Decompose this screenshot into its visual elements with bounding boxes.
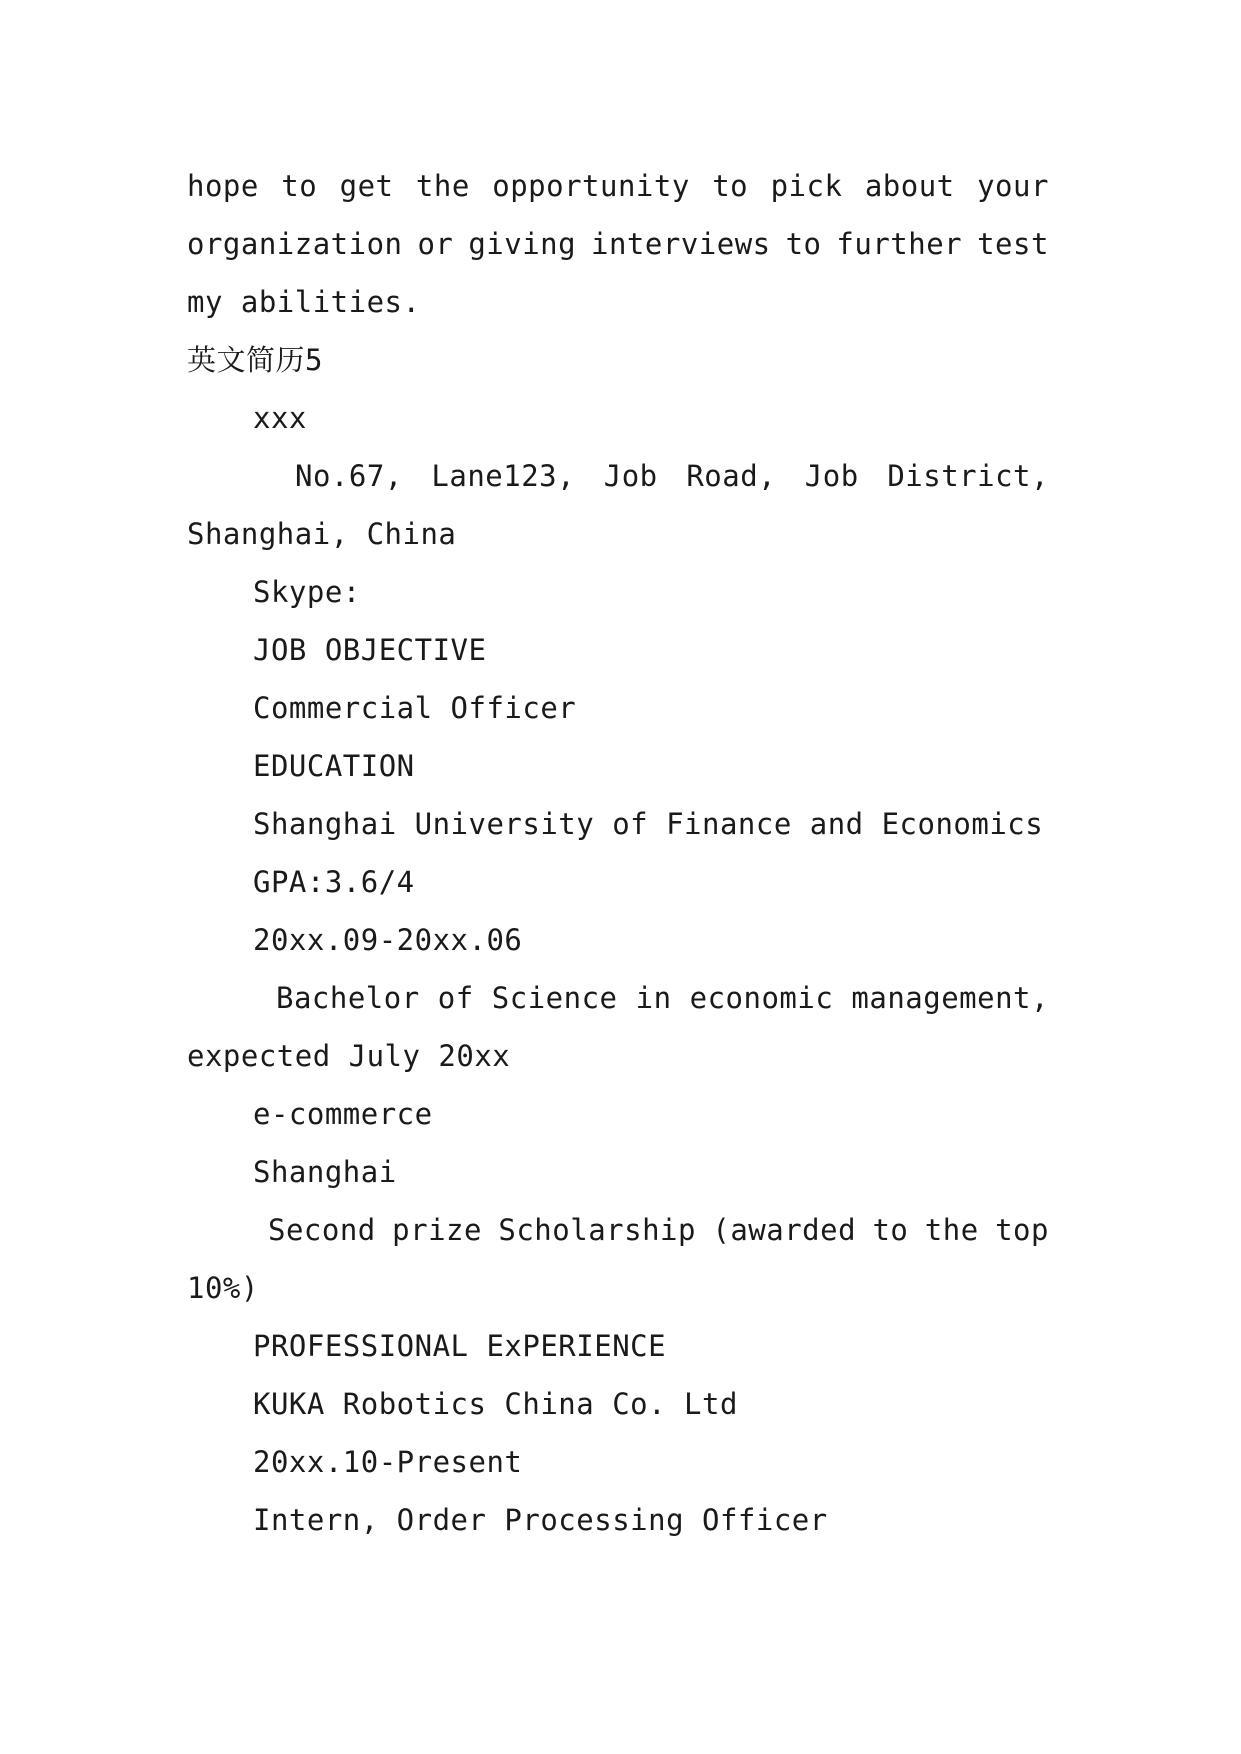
scholarship-line-1 (268, 1210, 1049, 1250)
university: Shanghai University of Finance and Economics (253, 807, 1044, 841)
word: pick (770, 169, 843, 203)
word: top (995, 1213, 1049, 1247)
position: Intern, Order Processing Officer (253, 1503, 828, 1537)
address-line-1 (295, 456, 1049, 496)
word: test (977, 227, 1049, 261)
company: KUKA Robotics China Co. Ltd (253, 1387, 738, 1421)
word: or (417, 227, 454, 261)
word: No.67, (295, 459, 403, 493)
word: to (785, 227, 822, 261)
word: giving (468, 227, 577, 261)
education-dates: 20xx.09-20xx.06 (253, 923, 523, 957)
word: prize (392, 1213, 482, 1247)
word: about (864, 169, 955, 203)
word: Lane123, (431, 459, 576, 493)
experience-heading: PROFESSIONAL ExPERIENCE (253, 1329, 667, 1363)
word: District, (887, 459, 1049, 493)
intro-line-1 (187, 166, 1049, 206)
word: in (635, 981, 672, 1015)
word: to (872, 1213, 909, 1247)
address-line-2: Shanghai, China (187, 517, 457, 551)
word: to (712, 169, 749, 203)
word: get (339, 169, 394, 203)
section-heading: 英文简历5 (187, 343, 323, 377)
word: Second (268, 1213, 376, 1247)
word: Job (603, 459, 658, 493)
scholarship-line-2: 10%) (187, 1271, 259, 1305)
word: opportunity (492, 169, 690, 203)
word: Scholarship (498, 1213, 696, 1247)
word: economic (689, 981, 834, 1015)
candidate-name: xxx (253, 401, 307, 435)
degree-line-2: expected July 20xx (187, 1039, 511, 1073)
job-objective: Commercial Officer (253, 691, 577, 725)
word: Job (804, 459, 859, 493)
word: the (415, 169, 470, 203)
word: Science (491, 981, 618, 1015)
word: organization (187, 227, 403, 261)
education-heading: EDUCATION (253, 749, 415, 783)
word: hope (187, 169, 259, 203)
word: Road, (686, 459, 777, 493)
word: Bachelor (276, 981, 420, 1015)
job-objective-heading: JOB OBJECTIVE (253, 633, 487, 667)
word: (awarded (712, 1213, 857, 1247)
degree-line-1 (276, 978, 1049, 1018)
gpa: GPA:3.6/4 (253, 865, 415, 899)
word: further (836, 227, 963, 261)
skype-label: Skype: (253, 575, 361, 609)
word: to (281, 169, 318, 203)
intro-line-2 (187, 224, 1049, 264)
city: Shanghai (253, 1155, 397, 1189)
major: e-commerce (253, 1097, 433, 1131)
word: management, (851, 981, 1049, 1015)
word: your (977, 169, 1049, 203)
word: interviews (591, 227, 771, 261)
intro-line-3: my abilities. (187, 285, 421, 319)
work-dates: 20xx.10-Present (253, 1445, 523, 1479)
word: of (437, 981, 474, 1015)
word: the (924, 1213, 979, 1247)
